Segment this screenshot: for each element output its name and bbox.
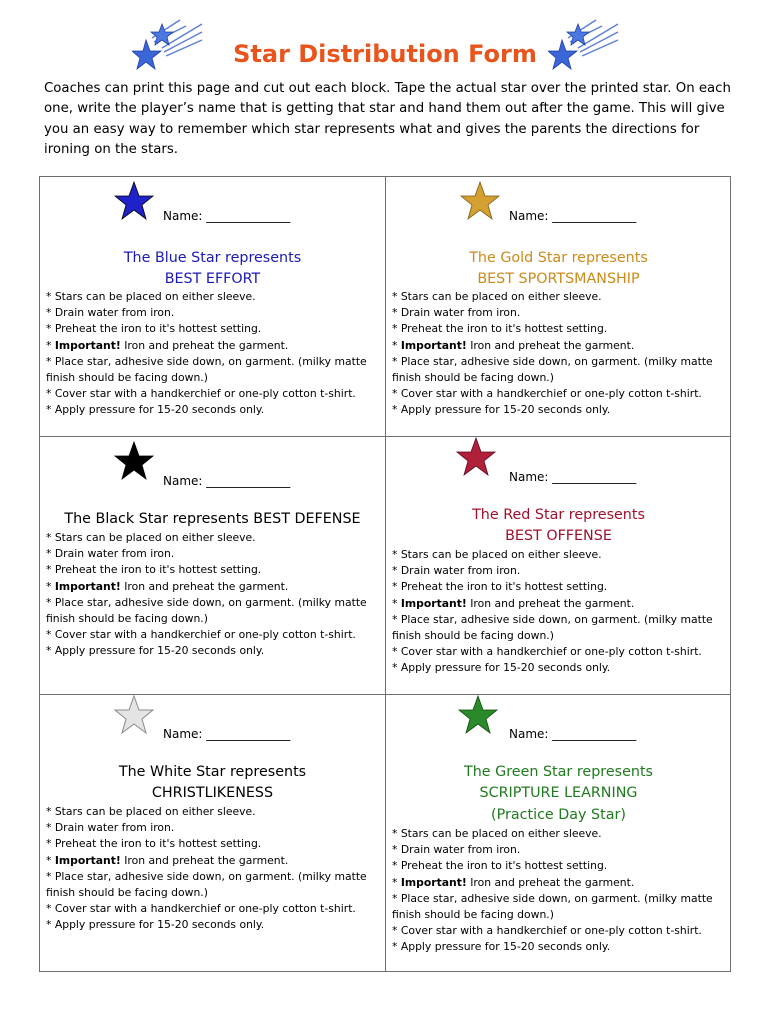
star-card-red [386, 437, 731, 695]
gold-star-icon [460, 181, 500, 221]
instruction-text: Iron and preheat the garment. [120, 853, 289, 867]
card-heading: The Red Star represents [472, 507, 645, 523]
instruction-line: * Drain water from iron. [46, 821, 175, 835]
player-name-field[interactable]: Name: ______________ [163, 474, 291, 488]
instruction-line: * Place star, adhesive side down, on garment. (milky matte finish should be facing down.) [392, 612, 713, 643]
instruction-prefix: * [392, 338, 401, 352]
card-award: CHRISTLIKENESS [151, 785, 274, 801]
blue-star-icon [114, 181, 154, 221]
instruction-line: * Apply pressure for 15-20 seconds only. [392, 940, 611, 954]
player-name-field[interactable]: Name: ______________ [509, 470, 637, 484]
important-label: Important! [54, 853, 121, 867]
instruction-line: * Drain water from iron. [392, 843, 521, 857]
ironing-instructions [392, 826, 722, 956]
ironing-instructions [46, 289, 376, 419]
instruction-line: * Place star, adhesive side down, on garment. (milky matte finish should be facing down.) [46, 354, 367, 385]
instruction-text: Iron and preheat the garment. [120, 338, 289, 352]
instruction-line: * Stars can be placed on either sleeve. [46, 290, 256, 303]
instruction-line: * Stars can be placed on either sleeve. [46, 531, 256, 544]
instruction-line [46, 338, 376, 354]
instruction-line: * Stars can be placed on either sleeve. [392, 548, 602, 561]
instruction-line: * Drain water from iron. [392, 564, 521, 578]
instruction-line [46, 579, 376, 595]
instruction-line: * Place star, adhesive side down, on garment. (milky matte finish should be facing down.) [46, 595, 367, 626]
instruction-line: * Place star, adhesive side down, on garment. (milky matte finish should be facing down.) [392, 891, 713, 922]
green-star-icon [458, 695, 498, 735]
instruction-line: * Drain water from iron. [392, 306, 521, 320]
ironing-instructions [392, 547, 722, 677]
instruction-line [392, 596, 722, 612]
black-star-icon [114, 441, 154, 481]
instruction-line: * Stars can be placed on either sleeve. [392, 827, 602, 840]
page-title: Star Distribution Form [233, 40, 537, 68]
card-heading: The Black Star represents BEST DEFENSE [64, 511, 361, 527]
instruction-line: * Preheat the iron to it's hottest setting. [46, 322, 262, 336]
star-card-gold [386, 177, 731, 435]
instruction-line [392, 338, 722, 354]
ironing-instructions [392, 289, 722, 419]
card-heading: The Green Star represents [464, 764, 653, 780]
instruction-line: * Preheat the iron to it's hottest setting. [46, 563, 262, 577]
instruction-line [46, 853, 376, 869]
card-heading: The Blue Star represents [123, 250, 302, 266]
instruction-line: * Apply pressure for 15-20 seconds only. [392, 661, 611, 675]
card-heading: The White Star represents [118, 764, 307, 780]
instruction-line: * Drain water from iron. [46, 547, 175, 561]
instruction-line [392, 875, 722, 891]
important-label: Important! [54, 338, 121, 352]
instruction-line: * Apply pressure for 15-20 seconds only. [46, 403, 265, 417]
instruction-line: * Apply pressure for 15-20 seconds only. [392, 403, 611, 417]
instruction-prefix: * [392, 875, 401, 889]
instruction-line: * Stars can be placed on either sleeve. [46, 805, 256, 818]
instruction-line: * Cover star with a handkerchief or one-ply cotton t-shirt. [46, 387, 356, 401]
instruction-line: * Cover star with a handkerchief or one-ply cotton t-shirt. [392, 645, 702, 659]
instruction-line: * Preheat the iron to it's hottest setting. [392, 322, 608, 336]
instruction-line: * Preheat the iron to it's hottest setting. [392, 580, 608, 594]
instruction-line: * Cover star with a handkerchief or one-ply cotton t-shirt. [392, 387, 702, 401]
card-award: BEST SPORTSMANSHIP [477, 271, 640, 287]
instruction-text: Iron and preheat the garment. [466, 596, 635, 610]
star-cards-grid [39, 176, 731, 972]
instruction-line: * Preheat the iron to it's hottest setting. [46, 837, 262, 851]
important-label: Important! [400, 596, 467, 610]
ironing-instructions [46, 530, 376, 660]
card-award: BEST EFFORT [164, 271, 261, 287]
instruction-line: * Drain water from iron. [46, 306, 175, 320]
important-label: Important! [400, 338, 467, 352]
instruction-line: * Preheat the iron to it's hottest setting. [392, 859, 608, 873]
instruction-prefix: * [46, 853, 55, 867]
player-name-field[interactable]: Name: ______________ [163, 209, 291, 223]
player-name-field[interactable]: Name: ______________ [163, 727, 291, 741]
star-card-black [40, 437, 385, 695]
instruction-text: Iron and preheat the garment. [466, 338, 635, 352]
instruction-prefix: * [392, 596, 401, 610]
card-subtitle: (Practice Day Star) [491, 807, 626, 823]
player-name-field[interactable]: Name: ______________ [509, 209, 637, 223]
ironing-instructions [46, 804, 376, 934]
player-name-field[interactable]: Name: ______________ [509, 727, 637, 741]
star-card-green [386, 695, 731, 953]
instruction-text: Iron and preheat the garment. [120, 579, 289, 593]
instruction-line: * Cover star with a handkerchief or one-ply cotton t-shirt. [46, 628, 356, 642]
card-award: SCRIPTURE LEARNING [479, 785, 638, 801]
instruction-line: * Apply pressure for 15-20 seconds only. [46, 918, 265, 932]
important-label: Important! [400, 875, 467, 889]
instruction-line: * Cover star with a handkerchief or one-ply cotton t-shirt. [392, 924, 702, 938]
intro-paragraph: Coaches can print this page and cut out each block. Tape the actual star over the printed star. On each one, write the player’s name that is getting that star and hand them out after the game. This will give you an easy way to remember which star represents what and gives the parents the directions for ironing on the stars. [44, 81, 731, 158]
white-star-icon [114, 695, 154, 735]
instruction-prefix: * [46, 579, 55, 593]
important-label: Important! [54, 579, 121, 593]
red-star-icon [456, 437, 496, 477]
card-heading: The Gold Star represents [469, 250, 648, 266]
instruction-prefix: * [46, 338, 55, 352]
instruction-line: * Cover star with a handkerchief or one-ply cotton t-shirt. [46, 902, 356, 916]
instruction-line: * Place star, adhesive side down, on garment. (milky matte finish should be facing down.) [46, 869, 367, 900]
star-card-blue [40, 177, 385, 435]
card-award: BEST OFFENSE [505, 528, 612, 544]
instruction-line: * Place star, adhesive side down, on garment. (milky matte finish should be facing down.) [392, 354, 713, 385]
instruction-line: * Apply pressure for 15-20 seconds only. [46, 644, 265, 658]
star-card-white [40, 695, 385, 953]
instruction-line: * Stars can be placed on either sleeve. [392, 290, 602, 303]
instruction-text: Iron and preheat the garment. [466, 875, 635, 889]
